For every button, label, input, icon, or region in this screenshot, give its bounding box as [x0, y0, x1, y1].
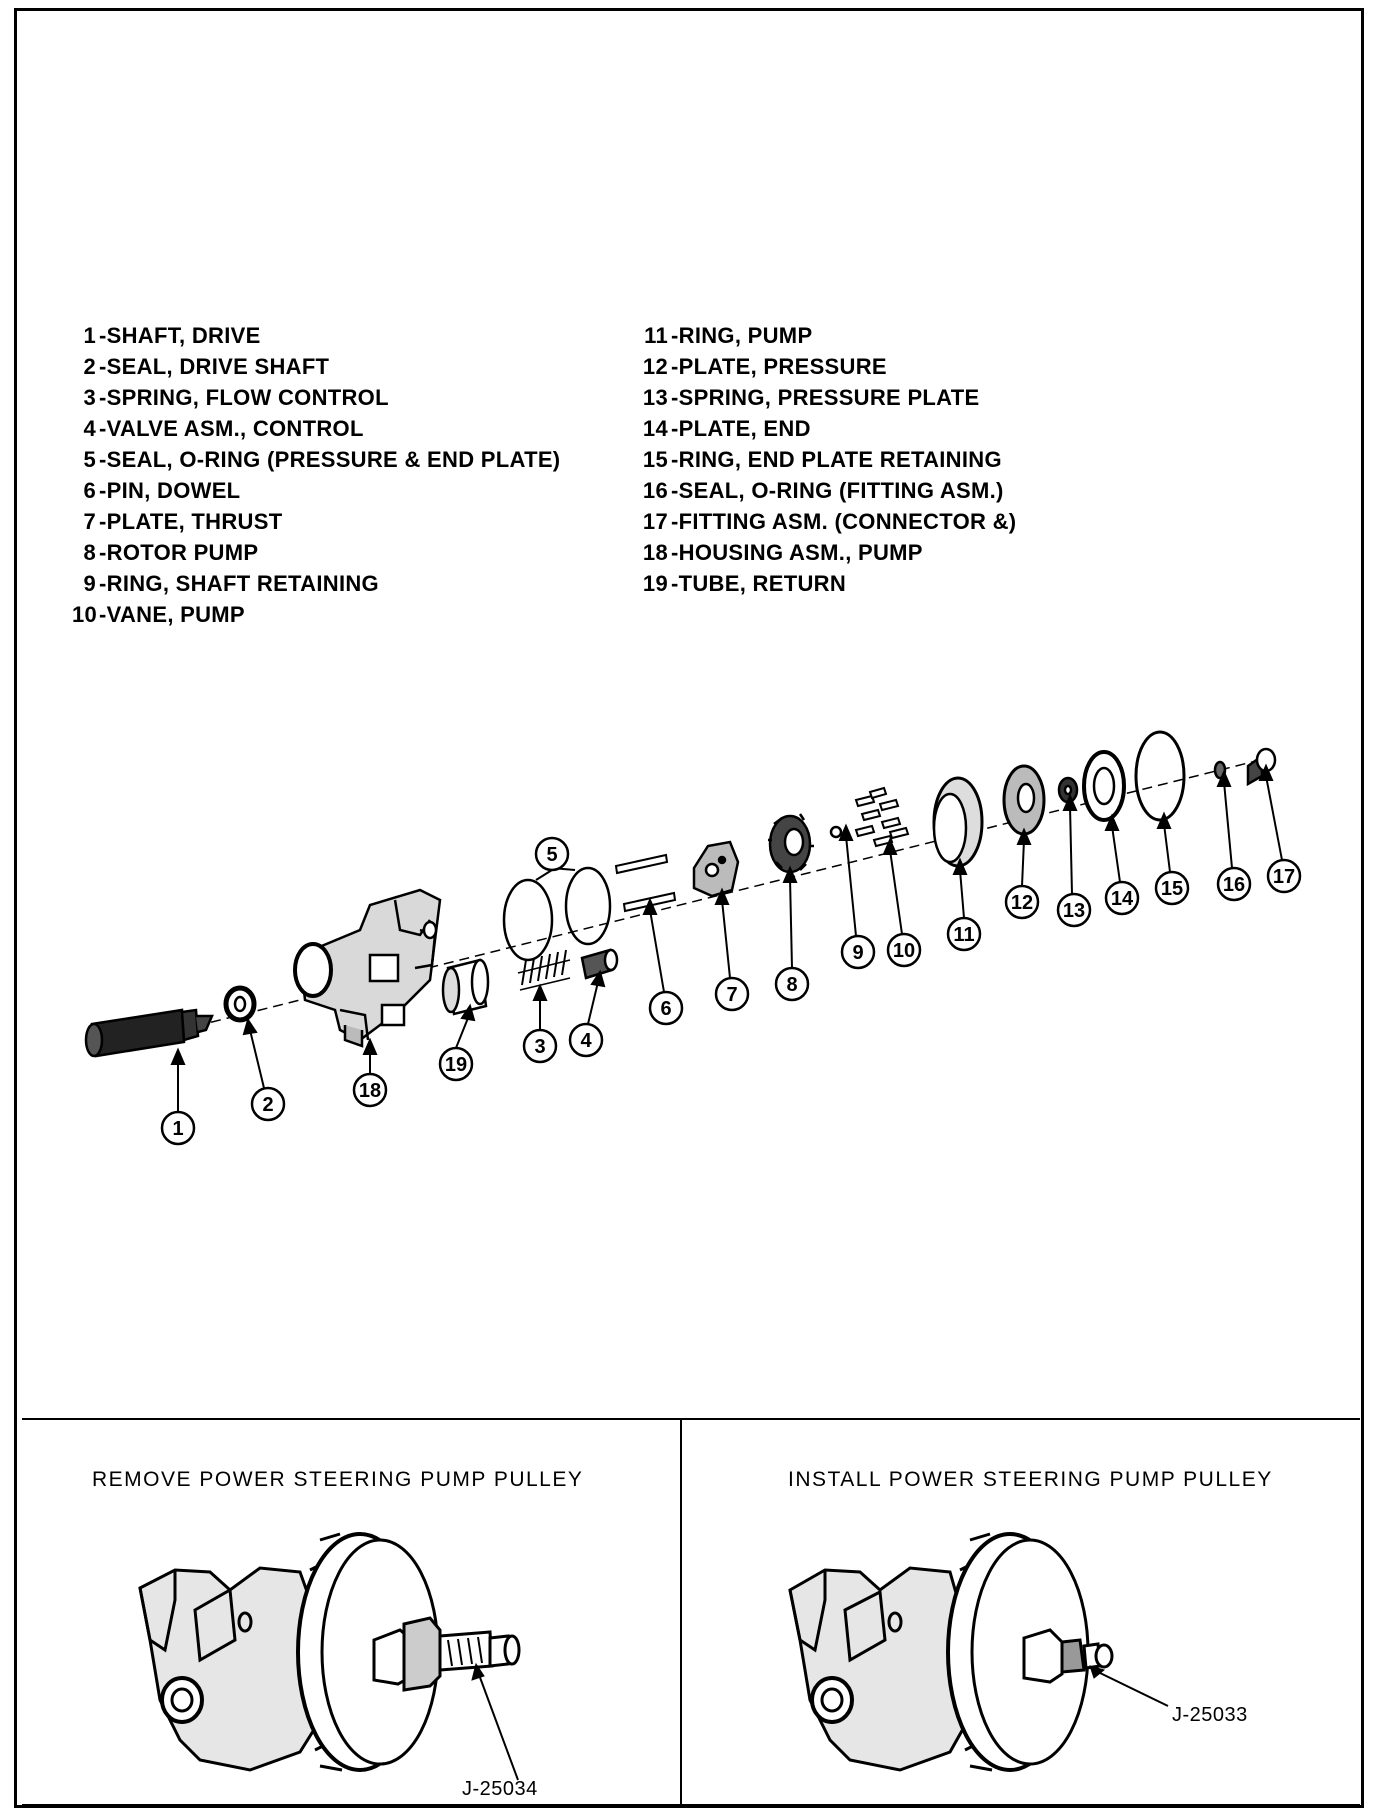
svg-text:17: 17: [1272, 866, 1296, 888]
svg-text:7: 7: [726, 984, 738, 1006]
legend-item-5: 5 -SEAL, O-RING (PRESSURE & END PLATE): [83, 447, 561, 472]
pump-rotor-part: [768, 814, 814, 872]
tool-label-j25034: J-25034: [462, 1778, 538, 1800]
legend-item-10: 10-VANE, PUMP: [72, 602, 245, 627]
callout-6: [650, 992, 682, 1024]
callout-1: [162, 1112, 194, 1144]
install-pulley-title: INSTALL POWER STEERING PUMP PULLEY: [788, 1468, 1273, 1491]
svg-text:6: 6: [660, 998, 672, 1020]
svg-text:14: 14: [1110, 888, 1134, 910]
legend-item-4: 4 -VALVE ASM., CONTROL: [83, 416, 364, 441]
legend-item-8: 8 -ROTOR PUMP: [83, 540, 259, 565]
callout-19: [440, 1048, 472, 1080]
callout-5: [536, 838, 568, 870]
legend-item-16: 16 -SEAL, O-RING (FITTING ASM.): [642, 478, 1004, 503]
callout-7: [716, 978, 748, 1010]
shaft-retaining-ring-part: [831, 827, 841, 837]
callout-12: [1006, 886, 1038, 918]
svg-text:13: 13: [1062, 900, 1086, 922]
legend-item-19: 19 -TUBE, RETURN: [642, 571, 847, 596]
svg-text:3: 3: [534, 1036, 546, 1058]
svg-text:19: 19: [444, 1054, 468, 1076]
legend-item-6: 6 -PIN, DOWEL: [83, 478, 241, 503]
pump-ring-part: [934, 778, 982, 866]
svg-text:12: 12: [1010, 892, 1034, 914]
legend-item-12: 12 -PLATE, PRESSURE: [642, 354, 887, 379]
pump-housing-part: [295, 890, 440, 1046]
remove-pulley-title: REMOVE POWER STEERING PUMP PULLEY: [92, 1468, 584, 1491]
callout-3: [524, 1030, 556, 1062]
pump-vanes-part: [856, 788, 908, 846]
svg-text:1: 1: [172, 1118, 184, 1140]
svg-text:16: 16: [1222, 874, 1246, 896]
callout-11: [948, 918, 980, 950]
svg-text:5: 5: [546, 844, 558, 866]
legend-item-9: 9 -RING, SHAFT RETAINING: [83, 571, 379, 596]
flow-control-spring-part: [518, 950, 570, 990]
callout-4: [570, 1024, 602, 1056]
legend-item-7: 7 -PLATE, THRUST: [83, 509, 283, 534]
tool-label-j25033: J-25033: [1172, 1704, 1248, 1726]
callout-18: [354, 1074, 386, 1106]
legend-item-17: 17 -FITTING ASM. (CONNECTOR &): [642, 509, 1017, 534]
svg-text:18: 18: [358, 1080, 382, 1102]
divider-vertical: [680, 1418, 682, 1804]
svg-text:10: 10: [892, 940, 916, 962]
callout-16: [1218, 868, 1250, 900]
return-tube-part: [443, 960, 488, 1014]
callout-8: [776, 968, 808, 1000]
legend-item-15: 15 -RING, END PLATE RETAINING: [642, 447, 1002, 472]
drive-shaft-seal-part: [226, 988, 254, 1020]
callout-14: [1106, 882, 1138, 914]
callout-2: [252, 1088, 284, 1120]
callout-9: [842, 936, 874, 968]
thrust-plate-part: [694, 842, 738, 896]
o-ring-seal-right: [566, 868, 610, 944]
legend-item-11: 11 -RING, PUMP: [644, 323, 813, 348]
callout-17: [1268, 860, 1300, 892]
svg-text:2: 2: [262, 1094, 274, 1116]
svg-text:9: 9: [852, 942, 864, 964]
legend-item-14: 14 -PLATE, END: [642, 416, 811, 441]
legend-item-1: 1 -SHAFT, DRIVE: [83, 323, 261, 348]
svg-text:11: 11: [953, 924, 975, 946]
legend-item-3: 3 -SPRING, FLOW CONTROL: [83, 385, 389, 410]
legend-item-18: 18 -HOUSING ASM., PUMP: [642, 540, 923, 565]
legend-item-2: 2 -SEAL, DRIVE SHAFT: [83, 354, 330, 379]
dowel-pins-part: [616, 855, 675, 911]
divider-horizontal: [22, 1418, 1360, 1420]
legend-item-13: 13 -SPRING, PRESSURE PLATE: [642, 385, 980, 410]
callout-15: [1156, 872, 1188, 904]
svg-text:8: 8: [786, 974, 798, 996]
svg-text:4: 4: [580, 1030, 592, 1052]
divider-bottom: [22, 1804, 1360, 1806]
end-plate-retaining-ring-part: [1136, 732, 1184, 820]
drive-shaft-part: [86, 1010, 212, 1056]
callout-13: [1058, 894, 1090, 926]
svg-text:15: 15: [1160, 878, 1184, 900]
end-plate-part: [1084, 752, 1124, 820]
callout-10: [888, 934, 920, 966]
o-ring-seal-left: [504, 880, 552, 960]
pressure-plate-part: [1004, 766, 1044, 834]
